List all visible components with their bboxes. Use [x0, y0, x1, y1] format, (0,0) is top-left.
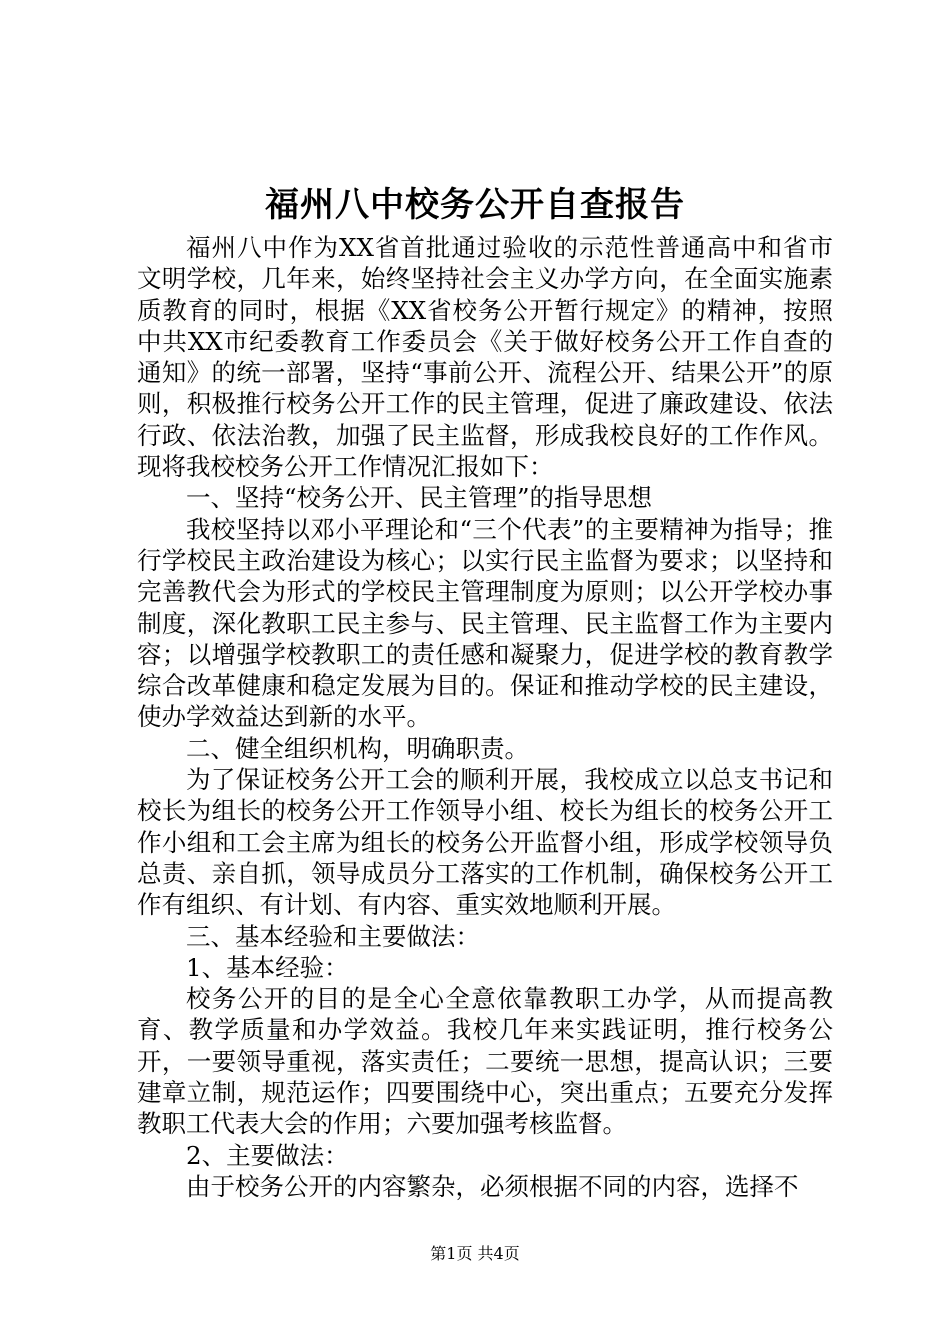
- paragraph-main-practices: 由于校务公开的内容繁杂，必须根据不同的内容，选择不: [186, 1171, 799, 1201]
- paragraph-basic-experience: 校务公开的目的是全心全意依靠教职工办学，从而提高教育、教学质量和办学效益。我校几年来实践证明，推行校务公开，一要领导重视，落实责任；二要统一思想，提高认识；三要建章立制，规范运作；四要围绕中心，突出重点；五要充分发挥教职工代表大会的作用；六要加强考核监督。: [137, 984, 833, 1139]
- subheading-basic-experience: 1、基本经验：: [186, 952, 349, 982]
- heading-section-3: 三、基本经验和主要做法：: [186, 921, 480, 951]
- paragraph-section-2: 为了保证校务公开工会的顺利开展，我校成立以总支书记和校长为组长的校务公开工作领导小组、校长为组长的校务公开工作小组和工会主席为组长的校务公开监督小组，形成学校领导负总责、亲自抓，领导成员分工落实的工作机制，确保校务公开工作有组织、有计划、有内容、重实效地顺利开展。: [137, 765, 833, 920]
- page-footer: 第1页 共4页: [430, 1244, 520, 1263]
- paragraph-section-1: 我校坚持以邓小平理论和“三个代表”的主要精神为指导；推行学校民主政治建设为核心；以实行民主监督为要求；以坚持和完善教代会为形式的学校民主管理制度为原则；以公开学校办事制度，深化教职工民主参与、民主管理、民主监督工作为主要内容；以增强学校教职工的责任感和凝聚力，促进学校的教育教学综合改革健康和稳定发展为目的。保证和推动学校的民主建设，使办学效益达到新的水平。: [137, 514, 833, 732]
- heading-section-2: 二、健全组织机构，明确职责。: [186, 733, 529, 763]
- heading-section-1: 一、坚持“校务公开、民主管理”的指导思想: [186, 483, 653, 513]
- subheading-main-practices: 2、主要做法：: [186, 1140, 349, 1170]
- paragraph-intro: 福州八中作为XX省首批通过验收的示范性普通高中和省市文明学校，几年来，始终坚持社会主义办学方向，在全面实施素质教育的同时，根据《XX省校务公开暂行规定》的精神，按照中共XX市纪委教育工作委员会《关于做好校务公开工作自查的通知》的统一部署，坚持“事前公开、流程公开、结果公开”的原则，积极推行校务公开工作的民主管理，促进了廉政建设、依法行政、依法治教，加强了民主监督，形成我校良好的工作作风。现将我校校务公开工作情况汇报如下：: [137, 233, 833, 482]
- document-body: [137, 232, 833, 1202]
- document-title: 福州八中校务公开自查报告: [265, 185, 685, 225]
